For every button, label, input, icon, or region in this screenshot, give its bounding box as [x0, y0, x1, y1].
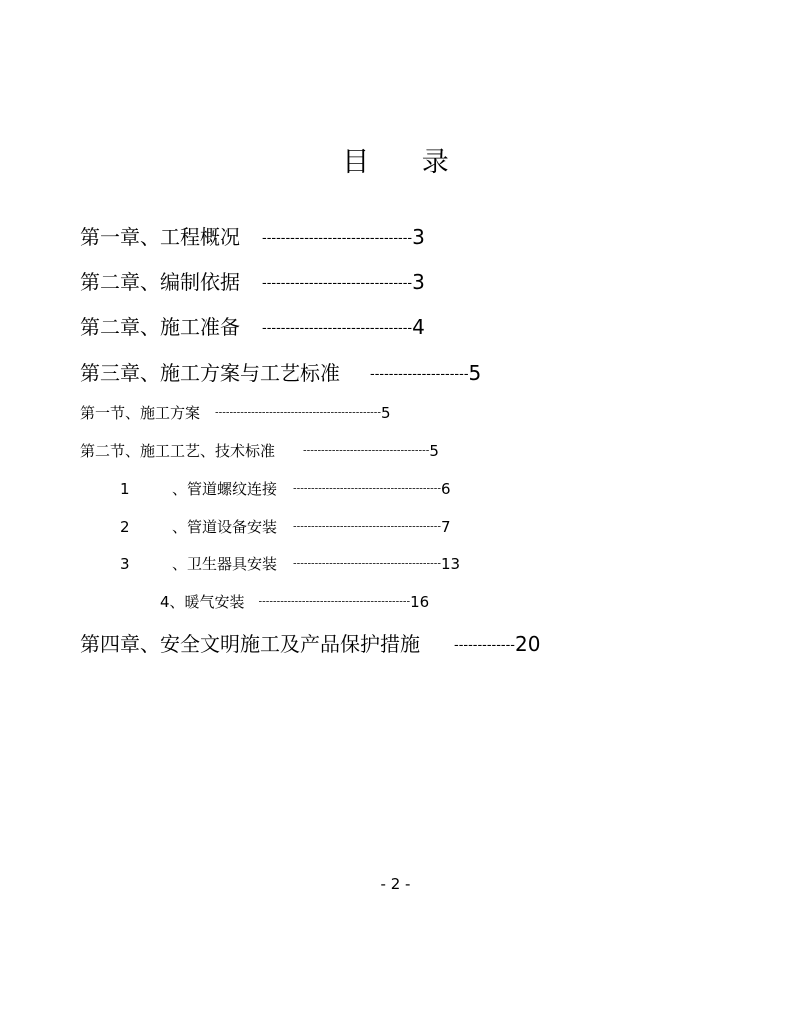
toc-entry-page: 3 [412, 270, 425, 294]
toc-entry-page: 7 [440, 518, 451, 536]
toc-entry-leader: ------------------------------------------ [258, 596, 411, 608]
toc-entry-leader: ----------------------------------------- [293, 558, 441, 570]
toc-entry-label: 、管道设备安装 [172, 518, 278, 536]
toc-entry-label: 4、暖气安装 [160, 593, 245, 611]
toc-entry-label: 第二节、施工工艺、技术标准 [80, 442, 276, 460]
toc-entry-label: 第一节、施工方案 [80, 404, 201, 422]
toc-entry-leader: ------------- [454, 638, 515, 653]
toc-entry-leader: ---------------------------------------------- [215, 407, 382, 419]
toc-entry-item-3[interactable] [120, 557, 460, 572]
toc-entry-label: 、卫生器具安装 [172, 555, 278, 573]
toc-entry-leader: ----------------------------------------- [293, 521, 441, 533]
toc-entry-label: 第二章、编制依据 [80, 270, 240, 294]
toc-entry-page: 5 [429, 442, 439, 460]
toc-entry-page: 5 [468, 361, 482, 385]
toc-entry-item-4[interactable] [160, 595, 429, 610]
toc-entry-label: 、管道螺纹连接 [172, 480, 278, 498]
toc-entry-item-2[interactable] [120, 520, 451, 535]
toc-entry-leader: ----------------------------------------- [293, 483, 441, 495]
toc-entry-number: 2 [120, 518, 130, 536]
toc-entry-chapter-4[interactable] [80, 634, 540, 654]
toc-entry-section-1[interactable] [80, 406, 391, 421]
toc-entry-chapter-1[interactable] [80, 227, 425, 247]
toc-entry-chapter-2b[interactable] [80, 317, 425, 337]
toc-entry-page: 5 [381, 404, 391, 422]
toc-entry-page: 16 [410, 593, 430, 611]
toc-entry-chapter-3[interactable] [80, 363, 481, 383]
toc-entry-item-1[interactable] [120, 482, 451, 497]
toc-entry-label: 第一章、工程概况 [80, 225, 240, 249]
toc-entry-number: 3 [120, 555, 130, 573]
toc-entry-page: 4 [412, 315, 425, 339]
toc-entry-page: 6 [440, 480, 451, 498]
toc-entry-label: 第四章、安全文明施工及产品保护措施 [80, 632, 420, 656]
toc-entry-label: 第二章、施工准备 [80, 315, 240, 339]
toc-entry-leader: -------------------------------- [262, 231, 413, 246]
toc-entry-label: 第三章、施工方案与工艺标准 [80, 361, 340, 385]
toc-entry-number: 1 [120, 480, 130, 498]
toc-entry-page: 20 [514, 632, 541, 656]
toc-entry-page: 13 [440, 555, 461, 573]
toc-entry-leader: ----------------------------------- [303, 445, 430, 457]
toc-entry-chapter-2a[interactable] [80, 272, 425, 292]
toc-title: 目 录 [342, 147, 471, 178]
toc-entry-leader: -------------------------------- [262, 321, 413, 336]
toc-entry-leader: --------------------- [370, 367, 469, 382]
toc-entry-section-2[interactable] [80, 444, 439, 459]
toc-entry-page: 3 [412, 225, 425, 249]
page-number: - 2 - [380, 875, 411, 893]
toc-entry-leader: -------------------------------- [262, 276, 413, 291]
